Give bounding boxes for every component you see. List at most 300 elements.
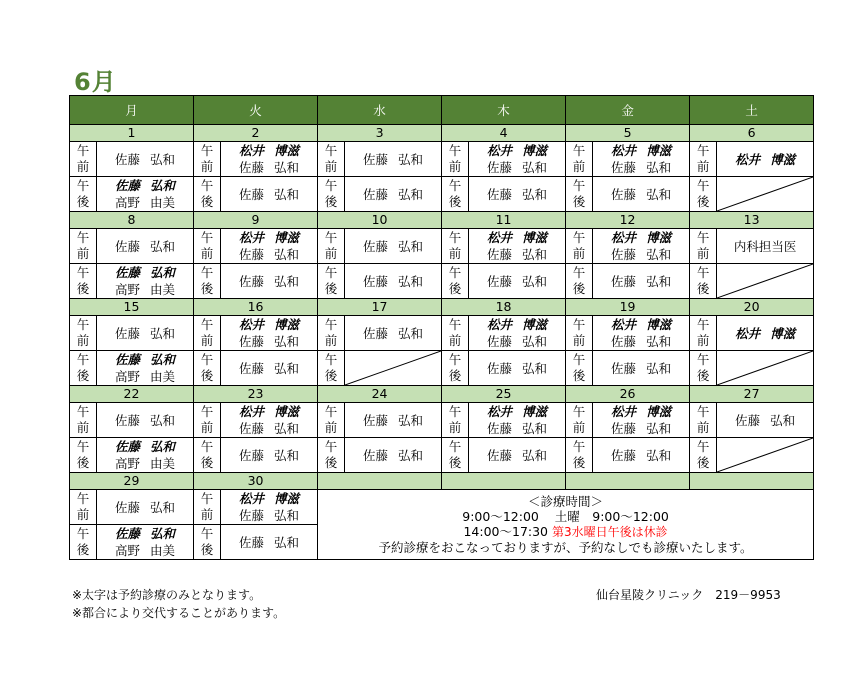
session-label-char: 午 bbox=[200, 143, 214, 158]
doctor-given-name: 弘和 bbox=[646, 273, 672, 289]
doctor-surname: 佐藤 bbox=[114, 526, 140, 541]
afternoon-label bbox=[318, 438, 345, 473]
doctor-name bbox=[717, 238, 813, 255]
session-label-char: 前 bbox=[200, 159, 214, 174]
morning-label bbox=[70, 490, 97, 525]
weekday-header: 火 bbox=[194, 96, 318, 125]
doctor-surname: 佐藤 bbox=[611, 186, 637, 202]
doctor-surname: 佐藤 bbox=[239, 508, 265, 523]
doctor-given-name: 由美 bbox=[150, 456, 176, 471]
closed-slash bbox=[345, 351, 441, 385]
doctor-surname: 佐藤 bbox=[487, 247, 513, 262]
afternoon-label bbox=[194, 177, 221, 212]
session-label-char: 後 bbox=[448, 281, 462, 296]
date-cell bbox=[566, 473, 690, 490]
doctor-given-name: 由美 bbox=[150, 369, 176, 384]
doctor-name bbox=[593, 159, 689, 176]
doctor-given-name: 弘和 bbox=[150, 526, 176, 541]
doctor-surname: 佐藤 bbox=[487, 273, 513, 289]
session-label-char: 後 bbox=[448, 455, 462, 470]
doctor-name bbox=[345, 238, 441, 255]
date-cell: 9 bbox=[194, 212, 318, 229]
doctor-surname: 佐藤 bbox=[611, 160, 637, 175]
morning-label bbox=[566, 229, 593, 264]
session-label-char: 前 bbox=[324, 420, 338, 435]
doctor-cell bbox=[221, 264, 318, 299]
doctor-cell bbox=[593, 438, 690, 473]
session-label-char: 午 bbox=[76, 265, 90, 280]
doctor-cell bbox=[345, 177, 442, 212]
doctor-surname: 佐藤 bbox=[363, 238, 389, 254]
date-cell: 2 bbox=[194, 125, 318, 142]
doctor-cell bbox=[469, 438, 566, 473]
doctor-given-name: 弘和 bbox=[522, 421, 548, 436]
session-label-char: 前 bbox=[76, 159, 90, 174]
session-label-char: 午 bbox=[200, 265, 214, 280]
doctor-surname: 佐藤 bbox=[239, 447, 265, 463]
doctor-given-name: 弘和 bbox=[150, 151, 176, 167]
doctor-surname: 佐藤 bbox=[114, 412, 140, 428]
doctor-given-name: 弘和 bbox=[646, 160, 672, 175]
doctor-name bbox=[221, 420, 317, 437]
hours-afternoon: 14:00～17:30 第3水曜日午後は休診 bbox=[463, 524, 668, 539]
doctor-given-name: 弘和 bbox=[274, 247, 300, 262]
morning-label bbox=[442, 229, 469, 264]
doctor-surname: 松井 bbox=[239, 491, 265, 506]
doctor-name bbox=[97, 368, 193, 385]
doctor-name bbox=[469, 186, 565, 203]
doctor-given-name: 弘和 bbox=[398, 325, 424, 341]
doctor-surname: 佐藤 bbox=[239, 334, 265, 349]
session-label-char: 午 bbox=[696, 439, 710, 454]
doctor-cell bbox=[221, 525, 318, 560]
session-label-char: 前 bbox=[448, 246, 462, 261]
doctor-cell bbox=[221, 403, 318, 438]
session-label-char: 午 bbox=[448, 230, 462, 245]
session-label-char: 午 bbox=[200, 178, 214, 193]
doctor-cell bbox=[593, 229, 690, 264]
doctor-given-name: 弘和 bbox=[646, 447, 672, 463]
afternoon-label bbox=[194, 525, 221, 560]
afternoon-label bbox=[442, 177, 469, 212]
session-label-char: 午 bbox=[696, 404, 710, 419]
doctor-name bbox=[345, 447, 441, 464]
doctor-cell bbox=[97, 177, 194, 212]
session-label-char: 午 bbox=[696, 230, 710, 245]
reservation-doctor bbox=[593, 229, 689, 246]
session-label-char: 前 bbox=[572, 246, 586, 261]
doctor-given-name: 弘和 bbox=[522, 160, 548, 175]
closed-slash bbox=[717, 438, 813, 472]
doctor-cell bbox=[345, 229, 442, 264]
doctor-name bbox=[593, 246, 689, 263]
doctor-cell bbox=[593, 177, 690, 212]
morning-label bbox=[690, 403, 717, 438]
morning-label bbox=[194, 142, 221, 177]
doctor-given-name: 弘和 bbox=[274, 186, 300, 202]
date-cell: 27 bbox=[690, 386, 814, 403]
afternoon-label bbox=[318, 264, 345, 299]
morning-label bbox=[194, 229, 221, 264]
date-cell: 3 bbox=[318, 125, 442, 142]
morning-label bbox=[194, 403, 221, 438]
doctor-cell bbox=[469, 403, 566, 438]
session-label-char: 前 bbox=[324, 159, 338, 174]
footer-note-bold: ※太字は予約診療のみとなります。 bbox=[72, 588, 262, 602]
doctor-given-name: 由美 bbox=[150, 282, 176, 297]
afternoon-label bbox=[442, 264, 469, 299]
doctor-surname: 高野 bbox=[114, 543, 140, 558]
session-label-char: 午 bbox=[324, 352, 338, 367]
date-cell: 6 bbox=[690, 125, 814, 142]
doctor-surname: 松井 bbox=[611, 404, 637, 419]
session-label-char: 午 bbox=[696, 143, 710, 158]
date-cell bbox=[442, 473, 566, 490]
doctor-cell bbox=[593, 316, 690, 351]
closed-session bbox=[717, 264, 814, 299]
doctor-surname: 佐藤 bbox=[611, 421, 637, 436]
doctor-given-name: 博滋 bbox=[770, 325, 796, 341]
doctor-surname: 松井 bbox=[239, 404, 265, 419]
doctor-cell bbox=[221, 316, 318, 351]
session-label-char: 後 bbox=[696, 368, 710, 383]
date-cell: 13 bbox=[690, 212, 814, 229]
session-label-char: 午 bbox=[448, 265, 462, 280]
doctor-given-name: 博滋 bbox=[274, 404, 300, 419]
doctor-cell bbox=[593, 351, 690, 386]
doctor-surname: 佐藤 bbox=[487, 186, 513, 202]
session-label-char: 午 bbox=[76, 317, 90, 332]
session-label-char: 前 bbox=[572, 333, 586, 348]
doctor-given-name: 博滋 bbox=[522, 404, 548, 419]
doctor-given-name: 弘和 bbox=[522, 334, 548, 349]
session-label-char: 午 bbox=[696, 265, 710, 280]
doctor-given-name: 博滋 bbox=[522, 143, 548, 158]
session-label-char: 午 bbox=[448, 352, 462, 367]
session-label-char: 午 bbox=[200, 317, 214, 332]
doctor-name bbox=[469, 447, 565, 464]
session-label-char: 前 bbox=[572, 420, 586, 435]
date-cell: 16 bbox=[194, 299, 318, 316]
morning-label bbox=[318, 316, 345, 351]
session-label-char: 後 bbox=[76, 281, 90, 296]
closed-session bbox=[717, 438, 814, 473]
reservation-doctor bbox=[593, 403, 689, 420]
doctor-surname: 松井 bbox=[487, 143, 513, 158]
session-label-char: 午 bbox=[696, 317, 710, 332]
doctor-name bbox=[717, 412, 813, 429]
session-label-char: 午 bbox=[200, 352, 214, 367]
session-label-char: 前 bbox=[200, 246, 214, 261]
doctor-surname: 松井 bbox=[487, 404, 513, 419]
reservation-doctor bbox=[593, 142, 689, 159]
weekday-header: 水 bbox=[318, 96, 442, 125]
doctor-surname: 松井 bbox=[735, 325, 761, 341]
date-cell: 10 bbox=[318, 212, 442, 229]
morning-label bbox=[318, 403, 345, 438]
session-label-char: 後 bbox=[696, 455, 710, 470]
doctor-cell bbox=[593, 264, 690, 299]
session-label-char: 午 bbox=[76, 491, 90, 506]
doctor-surname: 佐藤 bbox=[487, 334, 513, 349]
doctor-surname: 佐藤 bbox=[114, 178, 140, 193]
doctor-cell bbox=[593, 142, 690, 177]
doctor-cell bbox=[97, 490, 194, 525]
doctor-surname: 佐藤 bbox=[611, 447, 637, 463]
doctor-name bbox=[345, 325, 441, 342]
reservation-doctor bbox=[97, 525, 193, 542]
doctor-surname: 佐藤 bbox=[239, 160, 265, 175]
doctor-given-name: 博滋 bbox=[522, 317, 548, 332]
doctor-cell bbox=[97, 403, 194, 438]
doctor-cell bbox=[97, 229, 194, 264]
session-label-char: 午 bbox=[324, 230, 338, 245]
schedule-calendar bbox=[69, 95, 814, 560]
doctor-given-name: 博滋 bbox=[646, 404, 672, 419]
doctor-name bbox=[221, 507, 317, 524]
doctor-surname: 佐藤 bbox=[611, 273, 637, 289]
session-label-char: 後 bbox=[448, 194, 462, 209]
doctor-cell bbox=[221, 351, 318, 386]
session-label-char: 後 bbox=[324, 281, 338, 296]
session-label-char: 前 bbox=[76, 246, 90, 261]
session-label-char: 後 bbox=[448, 368, 462, 383]
session-label-char: 午 bbox=[76, 143, 90, 158]
doctor-name bbox=[221, 273, 317, 290]
doctor-surname: 佐藤 bbox=[611, 334, 637, 349]
doctor-given-name: 博滋 bbox=[646, 317, 672, 332]
doctor-name bbox=[221, 246, 317, 263]
doctor-surname: 佐藤 bbox=[363, 151, 389, 167]
session-label-char: 後 bbox=[76, 542, 90, 557]
doctor-surname: 佐藤 bbox=[363, 273, 389, 289]
afternoon-label bbox=[566, 438, 593, 473]
morning-label bbox=[442, 142, 469, 177]
doctor-given-name: 弘和 bbox=[646, 360, 672, 376]
reservation-doctor bbox=[221, 316, 317, 333]
session-label-char: 前 bbox=[200, 420, 214, 435]
date-cell: 29 bbox=[70, 473, 194, 490]
date-cell: 17 bbox=[318, 299, 442, 316]
closed-slash bbox=[717, 351, 813, 385]
session-label-char: 後 bbox=[572, 281, 586, 296]
doctor-surname: 佐藤 bbox=[239, 421, 265, 436]
doctor-name bbox=[469, 273, 565, 290]
doctor-surname: 佐藤 bbox=[114, 352, 140, 367]
afternoon-label bbox=[70, 525, 97, 560]
doctor-given-name: 弘和 bbox=[770, 412, 796, 428]
doctor-name bbox=[97, 542, 193, 559]
doctor-name bbox=[97, 151, 193, 168]
clinic-hours-box bbox=[318, 490, 814, 560]
doctor-cell bbox=[221, 229, 318, 264]
doctor-role: 内科担当医 bbox=[733, 238, 797, 254]
doctor-surname: 佐藤 bbox=[239, 186, 265, 202]
session-label-char: 午 bbox=[572, 317, 586, 332]
reservation-doctor bbox=[593, 316, 689, 333]
reservation-doctor bbox=[469, 142, 565, 159]
closed-session bbox=[345, 351, 442, 386]
session-label-char: 午 bbox=[324, 404, 338, 419]
session-label-char: 後 bbox=[200, 455, 214, 470]
closed-session bbox=[717, 351, 814, 386]
doctor-surname: 佐藤 bbox=[487, 360, 513, 376]
date-cell: 20 bbox=[690, 299, 814, 316]
doctor-cell bbox=[469, 351, 566, 386]
reservation-doctor bbox=[97, 177, 193, 194]
doctor-surname: 佐藤 bbox=[363, 447, 389, 463]
afternoon-label bbox=[70, 264, 97, 299]
session-label-char: 後 bbox=[200, 368, 214, 383]
doctor-given-name: 博滋 bbox=[274, 491, 300, 506]
afternoon-label bbox=[566, 351, 593, 386]
doctor-cell bbox=[469, 264, 566, 299]
doctor-given-name: 弘和 bbox=[274, 534, 300, 550]
doctor-name bbox=[97, 194, 193, 211]
session-label-char: 後 bbox=[696, 194, 710, 209]
doctor-given-name: 弘和 bbox=[522, 360, 548, 376]
session-label-char: 前 bbox=[448, 420, 462, 435]
doctor-name bbox=[469, 420, 565, 437]
session-label-char: 午 bbox=[324, 439, 338, 454]
session-label-char: 前 bbox=[696, 246, 710, 261]
session-label-char: 後 bbox=[572, 194, 586, 209]
date-cell: 5 bbox=[566, 125, 690, 142]
doctor-surname: 佐藤 bbox=[363, 186, 389, 202]
morning-label bbox=[566, 403, 593, 438]
session-label-char: 午 bbox=[324, 317, 338, 332]
session-label-char: 午 bbox=[448, 178, 462, 193]
session-label-char: 前 bbox=[696, 333, 710, 348]
session-label-char: 午 bbox=[572, 143, 586, 158]
session-label-char: 午 bbox=[572, 404, 586, 419]
doctor-cell bbox=[97, 351, 194, 386]
doctor-cell bbox=[97, 142, 194, 177]
session-label-char: 午 bbox=[324, 143, 338, 158]
reservation-doctor bbox=[97, 351, 193, 368]
doctor-name bbox=[221, 333, 317, 350]
morning-label bbox=[566, 142, 593, 177]
session-label-char: 午 bbox=[448, 317, 462, 332]
session-label-char: 午 bbox=[76, 526, 90, 541]
doctor-given-name: 弘和 bbox=[522, 447, 548, 463]
session-label-char: 後 bbox=[76, 455, 90, 470]
doctor-name bbox=[593, 186, 689, 203]
doctor-cell bbox=[345, 142, 442, 177]
doctor-given-name: 弘和 bbox=[646, 247, 672, 262]
session-label-char: 午 bbox=[572, 230, 586, 245]
session-label-char: 後 bbox=[200, 542, 214, 557]
doctor-cell bbox=[97, 438, 194, 473]
doctor-cell bbox=[345, 316, 442, 351]
doctor-name bbox=[97, 281, 193, 298]
afternoon-label bbox=[690, 351, 717, 386]
closed-slash bbox=[717, 177, 813, 211]
doctor-surname: 佐藤 bbox=[487, 421, 513, 436]
morning-label bbox=[690, 142, 717, 177]
date-cell: 12 bbox=[566, 212, 690, 229]
doctor-given-name: 弘和 bbox=[150, 439, 176, 454]
doctor-name bbox=[221, 159, 317, 176]
morning-label bbox=[442, 403, 469, 438]
date-cell: 8 bbox=[70, 212, 194, 229]
doctor-cell bbox=[717, 316, 814, 351]
session-label-char: 午 bbox=[200, 491, 214, 506]
doctor-surname: 佐藤 bbox=[487, 447, 513, 463]
doctor-given-name: 弘和 bbox=[150, 178, 176, 193]
afternoon-label bbox=[566, 264, 593, 299]
session-label-char: 前 bbox=[696, 420, 710, 435]
doctor-surname: 松井 bbox=[239, 143, 265, 158]
doctor-given-name: 弘和 bbox=[398, 447, 424, 463]
session-label-char: 前 bbox=[696, 159, 710, 174]
doctor-name bbox=[469, 246, 565, 263]
weekday-header: 土 bbox=[690, 96, 814, 125]
doctor-cell bbox=[221, 177, 318, 212]
date-cell: 25 bbox=[442, 386, 566, 403]
doctor-name bbox=[593, 420, 689, 437]
session-label-char: 午 bbox=[572, 178, 586, 193]
session-label-char: 午 bbox=[324, 265, 338, 280]
doctor-surname: 佐藤 bbox=[114, 439, 140, 454]
doctor-surname: 佐藤 bbox=[735, 412, 761, 428]
afternoon-label bbox=[70, 351, 97, 386]
doctor-given-name: 弘和 bbox=[398, 273, 424, 289]
session-label-char: 午 bbox=[76, 404, 90, 419]
session-label-char: 前 bbox=[572, 159, 586, 174]
doctor-given-name: 博滋 bbox=[522, 230, 548, 245]
doctor-given-name: 弘和 bbox=[274, 360, 300, 376]
doctor-surname: 松井 bbox=[735, 151, 761, 167]
clinic-name-phone: 仙台星陵クリニック 219－9953 bbox=[596, 588, 781, 602]
date-cell: 22 bbox=[70, 386, 194, 403]
doctor-name bbox=[593, 273, 689, 290]
doctor-given-name: 弘和 bbox=[150, 265, 176, 280]
doctor-given-name: 博滋 bbox=[274, 230, 300, 245]
doctor-surname: 松井 bbox=[611, 143, 637, 158]
doctor-name bbox=[593, 360, 689, 377]
doctor-cell bbox=[469, 316, 566, 351]
session-label-char: 後 bbox=[572, 455, 586, 470]
doctor-given-name: 弘和 bbox=[274, 421, 300, 436]
session-label-char: 午 bbox=[200, 404, 214, 419]
closed-session bbox=[717, 177, 814, 212]
doctor-given-name: 弘和 bbox=[522, 247, 548, 262]
session-label-char: 午 bbox=[448, 439, 462, 454]
weekday-header: 木 bbox=[442, 96, 566, 125]
session-label-char: 後 bbox=[324, 368, 338, 383]
doctor-name bbox=[345, 151, 441, 168]
morning-label bbox=[442, 316, 469, 351]
afternoon-label bbox=[194, 264, 221, 299]
doctor-given-name: 弘和 bbox=[274, 160, 300, 175]
session-label-char: 前 bbox=[76, 333, 90, 348]
session-label-char: 午 bbox=[572, 352, 586, 367]
date-cell: 1 bbox=[70, 125, 194, 142]
closed-notice: 第3水曜日午後は休診 bbox=[552, 525, 668, 539]
session-label-char: 午 bbox=[696, 178, 710, 193]
doctor-cell bbox=[469, 177, 566, 212]
doctor-cell bbox=[221, 438, 318, 473]
session-label-char: 午 bbox=[572, 265, 586, 280]
session-label-char: 後 bbox=[696, 281, 710, 296]
afternoon-label bbox=[442, 351, 469, 386]
doctor-cell bbox=[97, 316, 194, 351]
reservation-doctor bbox=[717, 325, 813, 342]
doctor-cell bbox=[717, 229, 814, 264]
doctor-given-name: 弘和 bbox=[398, 412, 424, 428]
reservation-doctor bbox=[469, 316, 565, 333]
